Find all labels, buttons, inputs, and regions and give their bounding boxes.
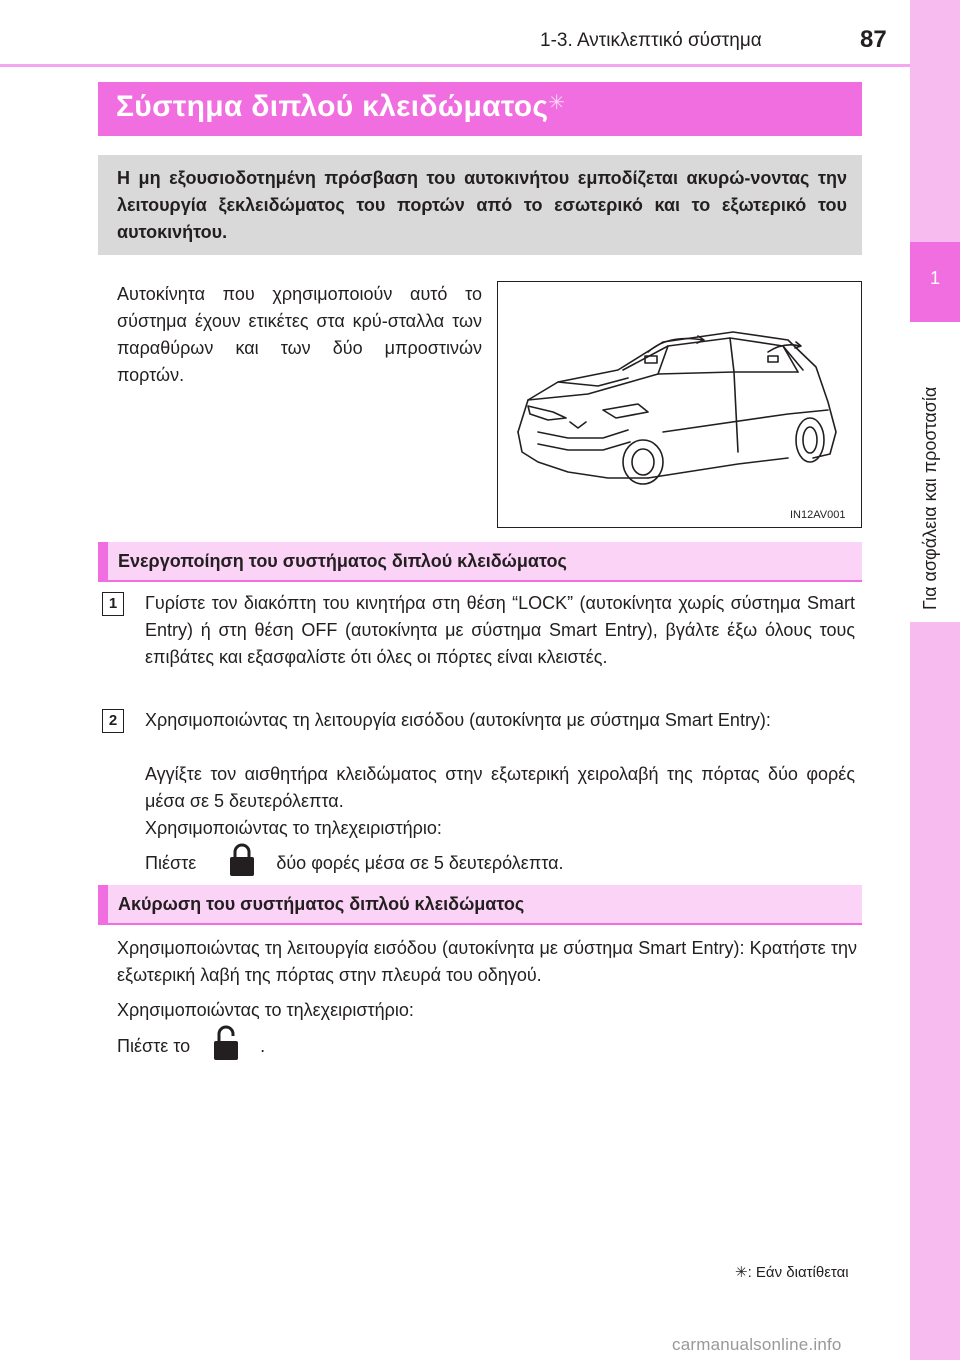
intro-text: Η μη εξουσιοδοτημένη πρόσβαση του αυτοκινήτου εμποδίζεται ακυρώ-νοντας την λειτουργία ξεκλειδώματος του πορτών από το εσωτερικό και το εξωτερικό του αυτοκινήτου. <box>117 168 847 242</box>
page-title-text: Σύστημα διπλού κλειδώματος <box>116 90 549 123</box>
footnote <box>735 1263 849 1281</box>
cancel-press-suffix: . <box>260 1035 266 1056</box>
step-2-text: Χρησιμοποιώντας τη λειτουργία εισόδου (αυτοκίνητα με σύστημα Smart Entry): <box>145 710 771 730</box>
cancel-section-header <box>98 885 862 925</box>
header-section-title: 1-3. Αντικλεπτικό σύστημα <box>540 30 762 51</box>
step-2-line3: Χρησιμοποιώντας το τηλεχειριστήριο: <box>145 818 442 838</box>
figure-code: IN12AV001 <box>790 509 846 521</box>
lock-closed-icon <box>227 842 257 886</box>
cancel-heading: Ακύρωση του συστήματος διπλού κλειδώματος <box>118 894 525 914</box>
step-2-press-label: Πιέστε <box>145 852 197 873</box>
step-2-number: 2 <box>102 709 124 733</box>
step-2-line2: Αγγίξτε τον αισθητήρα κλειδώματος στην εξωτερική χειρολαβή της πόρτας δύο φορές μέσα σε 5 δευτερόλεπτα. <box>145 764 855 811</box>
watermark: carmanualsonline.info <box>672 1335 842 1354</box>
cancel-press-label: Πιέστε το <box>117 1035 191 1056</box>
chapter-side-tab <box>910 0 960 1360</box>
page-title <box>116 90 565 124</box>
cancel-paragraph-2: Χρησιμοποιώντας το τηλεχειριστήριο: <box>117 1000 414 1020</box>
step-2-line4 <box>145 842 564 886</box>
chapter-label: Για ασφάλεια και προστασία <box>920 386 940 610</box>
car-drawing-icon <box>498 282 860 526</box>
section-accent-bar <box>98 885 108 923</box>
lock-open-icon <box>211 1024 241 1070</box>
cancel-paragraph-2-line2 <box>117 1024 265 1070</box>
car-description: Αυτοκίνητα που χρησιμοποιούν αυτό το σύστημα έχουν ετικέτες στα κρύ-σταλλα των παραθύρων και των δύο μπροστινών πορτών. <box>117 284 482 385</box>
optional-star-icon: ✳ <box>548 92 566 114</box>
step-1-text: Γυρίστε τον διακόπτη του κινητήρα στη θέση “LOCK” (αυτοκίνητα χωρίς σύστημα Smart Entry) ή στη θέση OFF (αυτοκίνητα με σύστημα Smart Entry), βγάλτε έξω όλους τους επιβάτες και εξασφαλίστε ότι όλες οι πόρτες είναι κλειστές. <box>145 593 855 667</box>
chapter-number: 1 <box>929 268 940 288</box>
footnote-text: : Εάν διατίθεται <box>747 1264 849 1281</box>
section-accent-bar <box>98 542 108 580</box>
footnote-star-icon: ✳ <box>735 1264 748 1281</box>
step-2-press-suffix: δύο φορές μέσα σε 5 δευτερόλεπτα. <box>276 852 564 873</box>
header-rule <box>0 64 910 67</box>
car-illustration <box>497 281 862 528</box>
cancel-paragraph-1: Χρησιμοποιώντας τη λειτουργία εισόδου (αυτοκίνητα με σύστημα Smart Entry): Κρατήστε την εξωτερική λαβή της πόρτας στην πλευρά του οδηγού. <box>117 938 857 985</box>
activate-heading: Ενεργοποίηση του συστήματος διπλού κλειδώματος <box>118 551 567 571</box>
step-1-number: 1 <box>102 592 124 616</box>
activate-section-header <box>98 542 862 582</box>
page-number: 87 <box>860 26 887 53</box>
